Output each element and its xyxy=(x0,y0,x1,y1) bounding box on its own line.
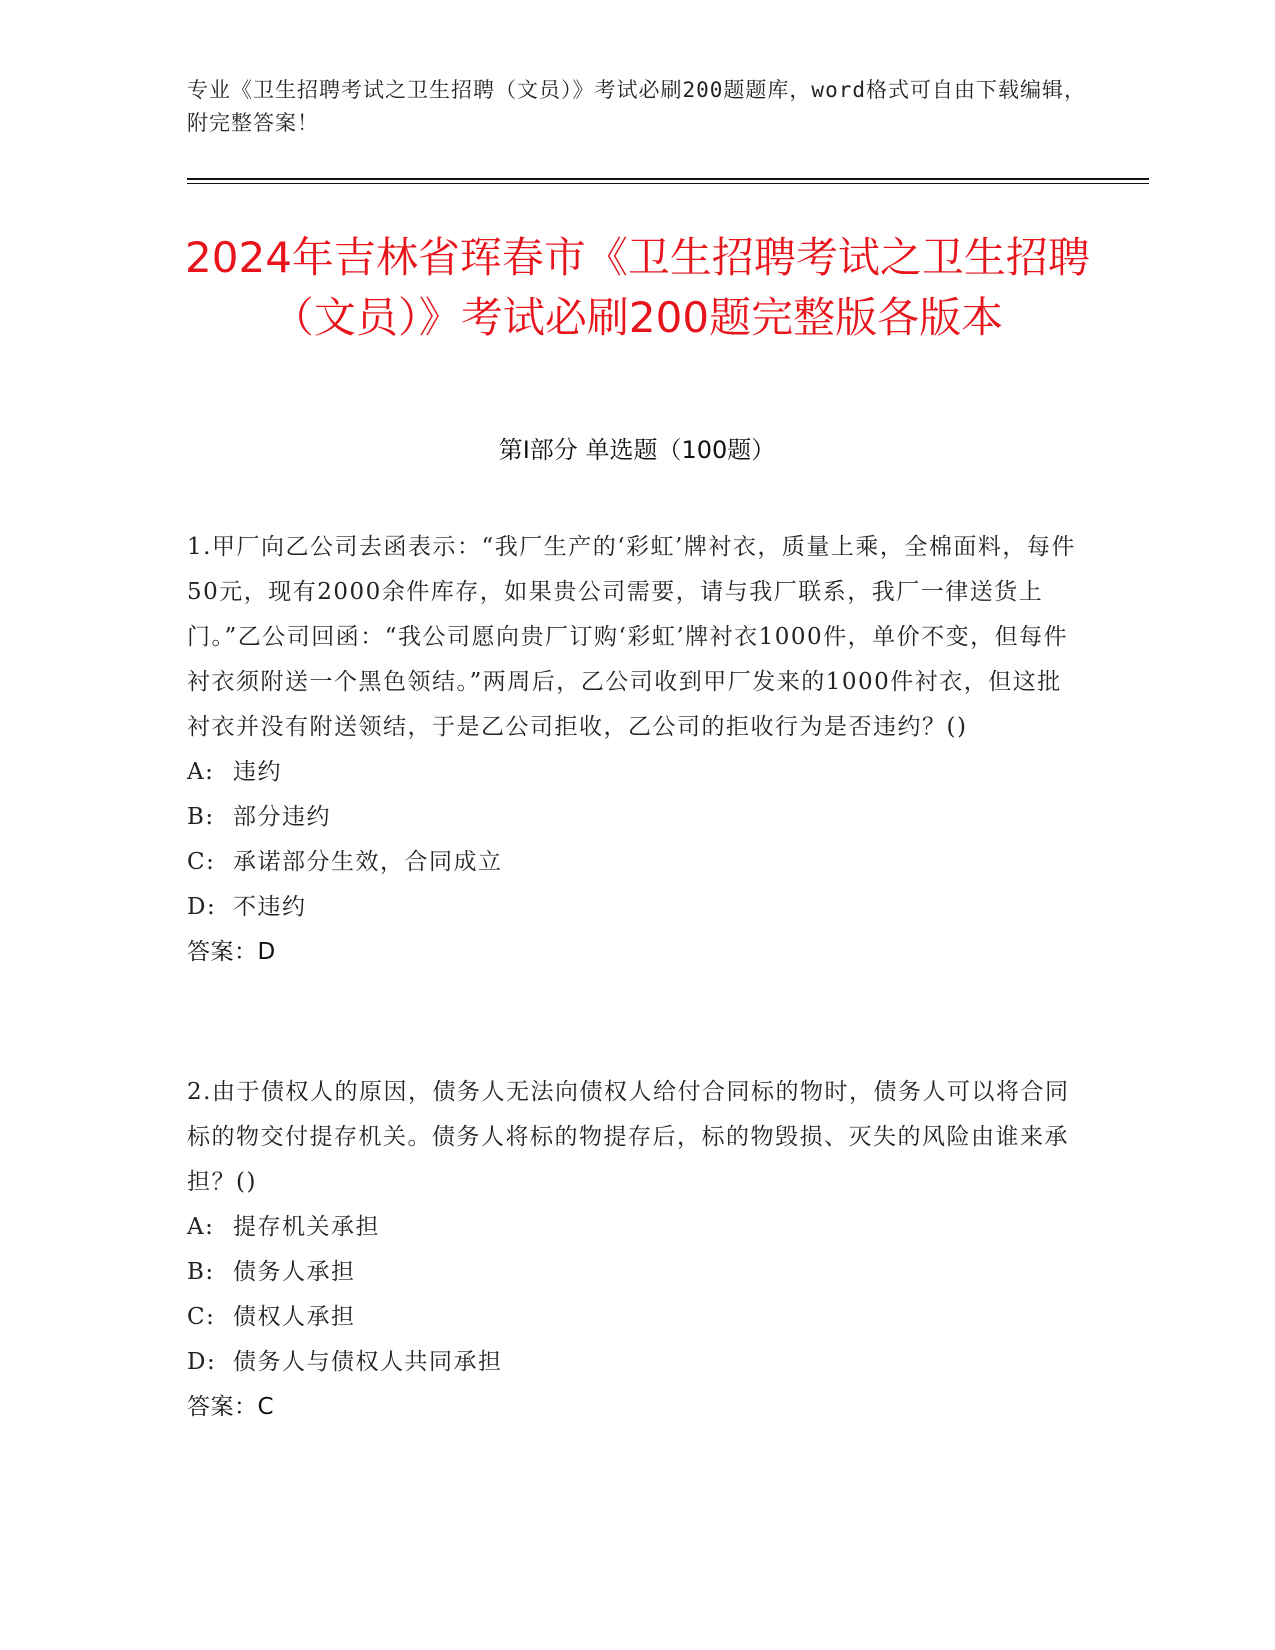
option-letter: C: xyxy=(187,1304,216,1330)
header-divider-thin xyxy=(187,183,1149,184)
option-text: 不违约 xyxy=(233,894,307,920)
header-note: 专业《卫生招聘考试之卫生招聘（文员）》考试必刷200题题库，word格式可自由下载编辑，附完整答案！ xyxy=(187,78,1086,135)
option-text: 部分违约 xyxy=(233,804,331,830)
answer-line: 答案：D xyxy=(187,939,276,965)
question-item xyxy=(187,1070,1077,1430)
option-text: 提存机关承担 xyxy=(233,1214,380,1240)
option-text: 债权人承担 xyxy=(233,1304,356,1330)
option-b xyxy=(187,1250,1077,1295)
option-letter: D: xyxy=(187,894,217,920)
option-c xyxy=(187,1295,1077,1340)
option-text: 违约 xyxy=(233,759,282,785)
question-item xyxy=(187,525,1077,975)
option-letter: C: xyxy=(187,849,216,875)
option-a xyxy=(187,750,1077,795)
option-letter: A: xyxy=(187,759,215,785)
option-a xyxy=(187,1205,1077,1250)
option-letter: B: xyxy=(187,1259,215,1285)
option-text: 债务人与债权人共同承担 xyxy=(233,1349,503,1375)
option-d xyxy=(187,885,1077,930)
header-divider-thick xyxy=(187,178,1149,180)
option-text: 债务人承担 xyxy=(233,1259,356,1285)
question-stem: 1.甲厂向乙公司去函表示：“我厂生产的‘彩虹’牌衬衣，质量上乘，全棉面料，每件50元，现有2000余件库存，如果贵公司需要，请与我厂联系，我厂一律送货上门。”乙公司回函：“我公司愿向贵厂订购‘彩虹’牌衬衣1000件，单价不变，但每件衬衣须附送一个黑色领结。”两周后，乙公司收到甲厂发来的1000件衬衣，但这批衬衣并没有附送领结，于是乙公司拒收，乙公司的拒收行为是否违约？() xyxy=(187,534,1076,740)
option-text: 承诺部分生效，合同成立 xyxy=(233,849,503,875)
option-d xyxy=(187,1340,1077,1385)
section-heading: 第Ⅰ部分 单选题（100题） xyxy=(498,436,776,464)
option-letter: B: xyxy=(187,804,215,830)
answer-line: 答案：C xyxy=(187,1394,275,1420)
question-stem: 2.由于债权人的原因，债务人无法向债权人给付合同标的物时，债务人可以将合同标的物交付提存机关。债务人将标的物提存后，标的物毁损、灭失的风险由谁来承担？() xyxy=(187,1079,1070,1195)
option-c xyxy=(187,840,1077,885)
option-b xyxy=(187,795,1077,840)
document-title: 2024年吉林省珲春市《卫生招聘考试之卫生招聘（文员）》考试必刷200题完整版各版本 xyxy=(185,233,1090,342)
option-letter: A: xyxy=(187,1214,215,1240)
option-letter: D: xyxy=(187,1349,217,1375)
